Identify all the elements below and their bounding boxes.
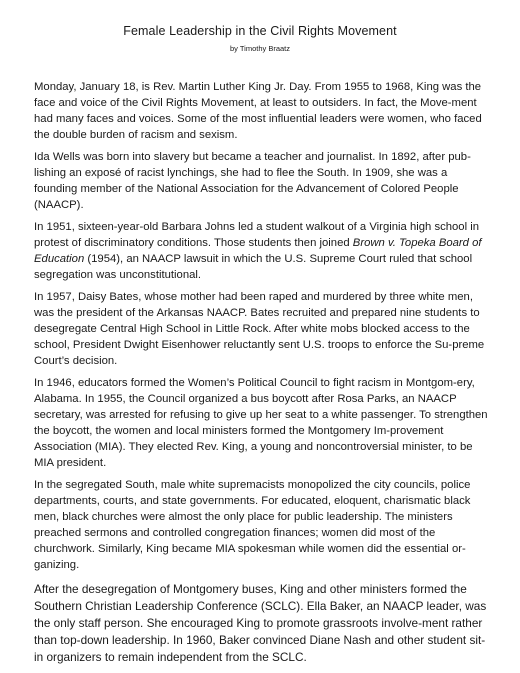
paragraph-ida-wells: Ida Wells was born into slavery but became a teacher and journalist. In 1892, after pub-lishing an exposé of racist lynchings, she had to flee the South. In 1909, she was a founding member of the National Association for the Advancement of Colored People (NAACP). [34,151,471,211]
document-title: Female Leadership in the Civil Rights Movement [123,24,397,38]
article-body [34,79,491,672]
paragraph-ella-baker: After the desegregation of Montgomery buses, King and other ministers formed the Southern Christian Leadership Conference (SCLC). Ella Baker, an NAACP leader, was the only staff person. She encouraged King to promote grassroots involve-ment rather than top-down leadership. In 1960, Baker convinced Diane Nash and other student sit-in organizers to remain independent from the SCLC. [34,582,487,664]
paragraph-mlk-day: Monday, January 18, is Rev. Martin Luther King Jr. Day. From 1955 to 1968, King was the face and voice of the Civil Rights Movement, at least to outsiders. In fact, the Move-ment had many faces and voices. Some of the most influential leaders were women, who faced the double burden of racism and sexism. [34,81,482,141]
paragraph-text: In 1951, sixteen-year-old Barbara Johns led a student walkout of a Virginia high school in protest of discriminatory conditions. Those students then joined [34,221,480,249]
paragraph-segregated-south: In the segregated South, male white supremacists monopolized the city councils, police departments, courts, and state governments. For educated, eloquent, charismatic black men, black churches were almost the only place for public leadership. The ministers preached sermons and controlled congregation finances; women did most of the churchwork. Similarly, King became MIA spokesman while women did the essential or-ganizing. [34,479,471,571]
paragraph-womens-political-council: In 1946, educators formed the Women’s Political Council to fight racism in Montgom-ery, Alabama. In 1955, the Council organized a bus boycott after Rosa Parks, an NAACP secretary, was arrested for refusing to give up her seat to a white passenger. To strengthen the boycott, the women and local ministers formed the Montgomery Im-provement Association (MIA). They elected Rev. King, a young and noncontroversial minister, to be MIA president. [34,377,488,469]
paragraph-barbara-johns [34,219,491,283]
author-byline: by Timothy Braatz [229,44,291,53]
paragraph-daisy-bates: In 1957, Daisy Bates, whose mother had been raped and murdered by three white men, was the president of the Arkansas NAACP. Bates recruited and prepared nine students to desegregate Central High School in Little Rock. After white mobs blocked access to the school, President Dwight Eisenhower reluctantly sent U.S. troops to enforce the Su-preme Court’s decision. [34,291,485,367]
paragraph-text: (1954), an NAACP lawsuit in which the U.S. Supreme Court ruled that school segregation was unconstitutional. [34,253,473,281]
case-name: Brown v. Topeka Board of Education [34,237,482,265]
